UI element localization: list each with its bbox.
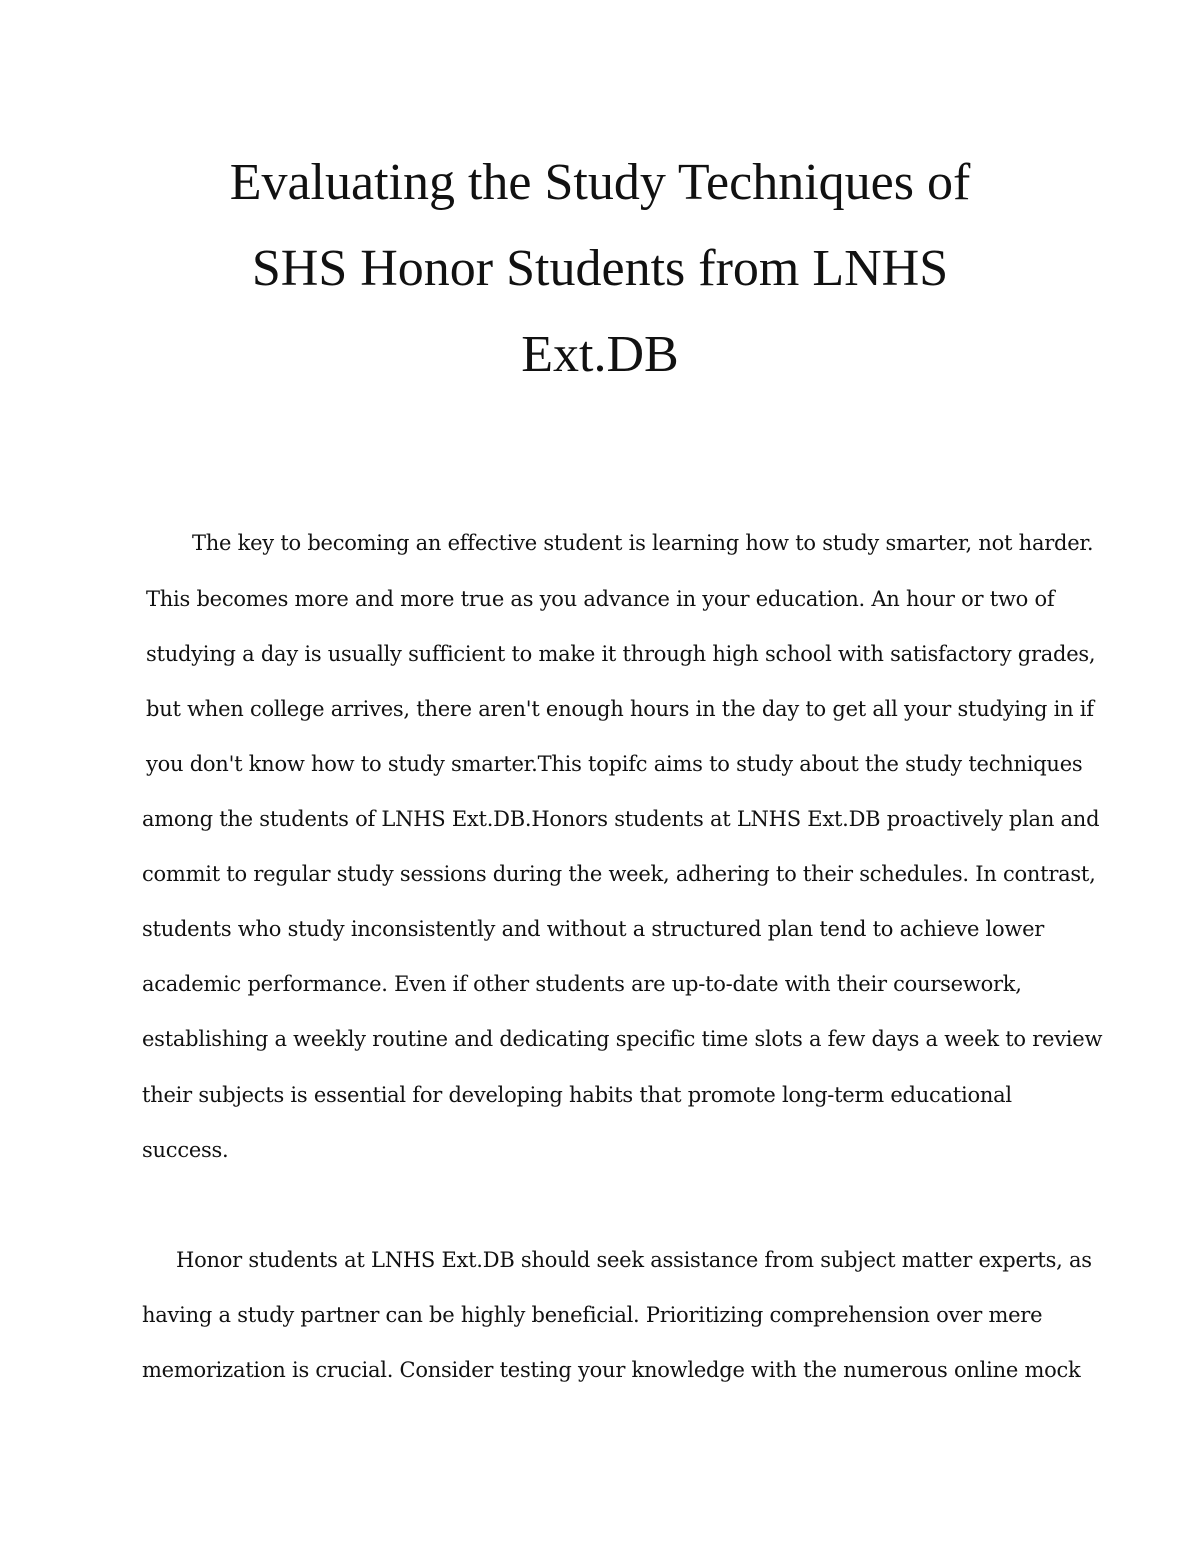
paragraph-line: memorization is crucial. Consider testing your knowledge with the numerous online mock bbox=[142, 1358, 1081, 1382]
paragraph-line: academic performance. Even if other students are up-to-date with their coursework, bbox=[142, 972, 1022, 996]
paragraph-line: Honor students at LNHS Ext.DB should seek assistance from subject matter experts, as bbox=[176, 1248, 1092, 1272]
title-line: SHS Honor Students from LNHS bbox=[251, 240, 949, 297]
paragraph-line: but when college arrives, there aren't enough hours in the day to get all your studying in if bbox=[146, 697, 1094, 721]
paragraph-line: The key to becoming an effective student is learning how to study smarter, not harder. bbox=[192, 531, 1094, 555]
paragraph-line: having a study partner can be highly beneficial. Prioritizing comprehension over mere bbox=[142, 1303, 1043, 1327]
title-line: Evaluating the Study Techniques of bbox=[229, 154, 971, 211]
paragraph-line: you don't know how to study smarter.This topifc aims to study about the study techniques bbox=[146, 752, 1083, 776]
paragraph-line: among the students of LNHS Ext.DB.Honors students at LNHS Ext.DB proactively plan and bbox=[142, 807, 1100, 831]
paragraph-line: commit to regular study sessions during the week, adhering to their schedules. In contrast, bbox=[142, 862, 1096, 886]
paragraph-line: This becomes more and more true as you advance in your education. An hour or two of bbox=[146, 587, 1055, 611]
paragraph-line: studying a day is usually sufficient to make it through high school with satisfactory grades, bbox=[146, 642, 1096, 666]
paragraph-line: students who study inconsistently and without a structured plan tend to achieve lower bbox=[142, 917, 1045, 941]
paragraph-line: their subjects is essential for developing habits that promote long-term educational bbox=[142, 1083, 1012, 1107]
paragraph-line: establishing a weekly routine and dedicating specific time slots a few days a week to review bbox=[142, 1027, 1103, 1051]
document-title bbox=[150, 140, 1050, 398]
title-line: Ext.DB bbox=[521, 326, 679, 383]
paragraph-line: success. bbox=[142, 1138, 229, 1162]
